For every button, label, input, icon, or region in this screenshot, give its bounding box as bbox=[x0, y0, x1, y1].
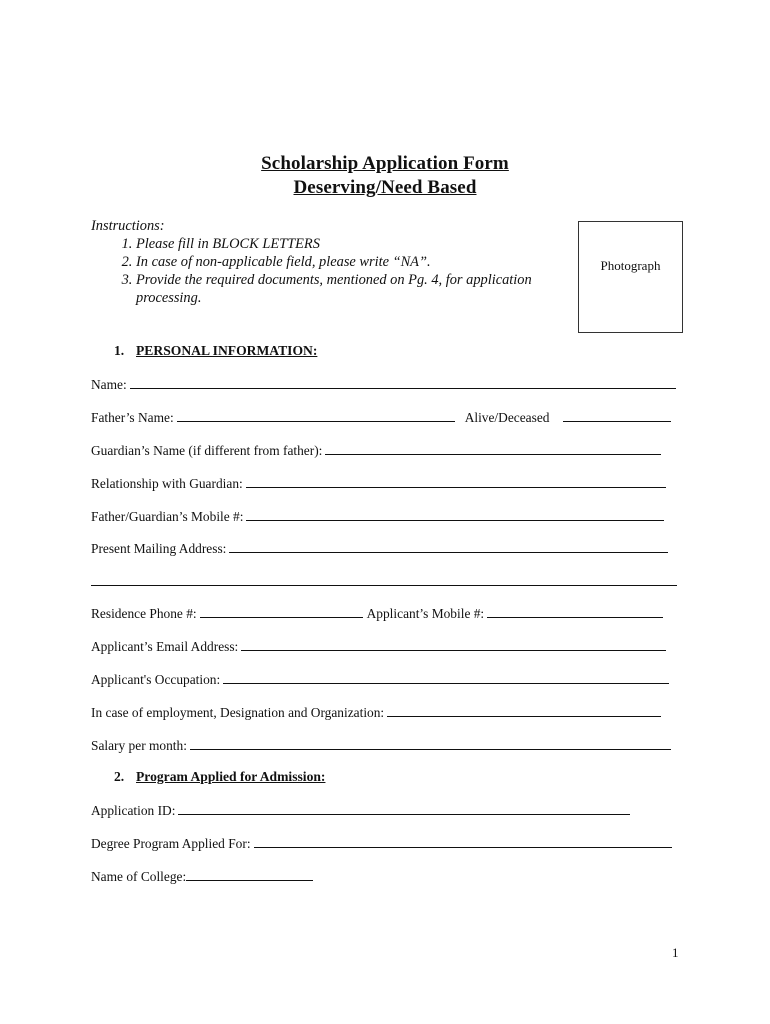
mailing-address-field-2[interactable] bbox=[91, 573, 677, 586]
name-label: Name: bbox=[91, 377, 127, 392]
college-row bbox=[91, 868, 313, 886]
application-id-label: Application ID: bbox=[91, 803, 176, 818]
mailing-address-field[interactable] bbox=[229, 540, 668, 553]
alive-deceased-field[interactable] bbox=[563, 409, 671, 422]
fathers-name-row bbox=[91, 409, 671, 427]
salary-label: Salary per month: bbox=[91, 738, 187, 753]
mailing-address-label: Present Mailing Address: bbox=[91, 541, 227, 556]
instruction-item: 1. Please fill in BLOCK LETTERS bbox=[136, 235, 561, 253]
form-subtitle: Deserving/Need Based bbox=[293, 177, 477, 198]
instruction-item: 3. Provide the required documents, mentioned on Pg. 4, for application processing. bbox=[136, 271, 561, 307]
section-program-applied bbox=[114, 769, 325, 785]
instruction-item: 2. In case of non-applicable field, please write “NA”. bbox=[136, 253, 561, 271]
application-id-field[interactable] bbox=[178, 802, 630, 815]
section-label: Program Applied for Admission: bbox=[136, 769, 326, 784]
residence-phone-label: Residence Phone #: bbox=[91, 606, 197, 621]
residence-phone-field[interactable] bbox=[200, 605, 363, 618]
degree-program-row bbox=[91, 835, 672, 853]
employment-label: In case of employment, Designation and Organization: bbox=[91, 705, 385, 720]
guardians-name-row bbox=[91, 442, 661, 460]
photograph-box[interactable] bbox=[578, 221, 683, 333]
guardian-mobile-field[interactable] bbox=[246, 508, 664, 521]
form-title: Scholarship Application Form bbox=[261, 153, 509, 174]
instructions-list bbox=[91, 235, 561, 307]
employment-field[interactable] bbox=[387, 704, 661, 717]
application-id-row bbox=[91, 802, 630, 820]
applicant-mobile-label: Applicant’s Mobile #: bbox=[366, 606, 485, 621]
relationship-row bbox=[91, 475, 666, 493]
salary-row bbox=[91, 737, 671, 755]
degree-program-field[interactable] bbox=[254, 835, 672, 848]
name-field[interactable] bbox=[130, 376, 676, 389]
section-number: 1. bbox=[114, 343, 125, 358]
email-field[interactable] bbox=[241, 638, 666, 651]
relationship-field[interactable] bbox=[246, 475, 666, 488]
email-row bbox=[91, 638, 666, 656]
degree-program-label: Degree Program Applied For: bbox=[91, 836, 251, 851]
photograph-label: Photograph bbox=[600, 258, 661, 273]
page-number: 1 bbox=[672, 945, 679, 960]
instructions-label: Instructions: bbox=[91, 218, 165, 234]
occupation-field[interactable] bbox=[223, 671, 669, 684]
section-personal-information bbox=[114, 343, 317, 359]
guardians-name-field[interactable] bbox=[325, 442, 661, 455]
occupation-row bbox=[91, 671, 669, 689]
college-field[interactable] bbox=[186, 868, 313, 881]
mailing-address-row bbox=[91, 540, 668, 558]
name-row bbox=[91, 376, 676, 394]
email-label: Applicant’s Email Address: bbox=[91, 639, 239, 654]
phone-row bbox=[91, 605, 663, 623]
guardian-mobile-label: Father/Guardian’s Mobile #: bbox=[91, 509, 244, 524]
relationship-label: Relationship with Guardian: bbox=[91, 476, 243, 491]
guardian-mobile-row bbox=[91, 508, 664, 526]
college-label: Name of College: bbox=[91, 869, 187, 884]
occupation-label: Applicant's Occupation: bbox=[91, 672, 221, 687]
employment-row bbox=[91, 704, 661, 722]
fathers-name-label: Father’s Name: bbox=[91, 410, 174, 425]
section-label: PERSONAL INFORMATION: bbox=[136, 343, 318, 358]
salary-field[interactable] bbox=[190, 737, 671, 750]
fathers-name-field[interactable] bbox=[177, 409, 455, 422]
mailing-address-row-2 bbox=[91, 573, 677, 591]
alive-deceased-label: Alive/Deceased bbox=[464, 410, 550, 425]
guardians-name-label: Guardian’s Name (if different from father): bbox=[91, 443, 323, 458]
applicant-mobile-field[interactable] bbox=[487, 605, 663, 618]
instructions-block bbox=[91, 217, 561, 307]
section-number: 2. bbox=[114, 769, 125, 784]
